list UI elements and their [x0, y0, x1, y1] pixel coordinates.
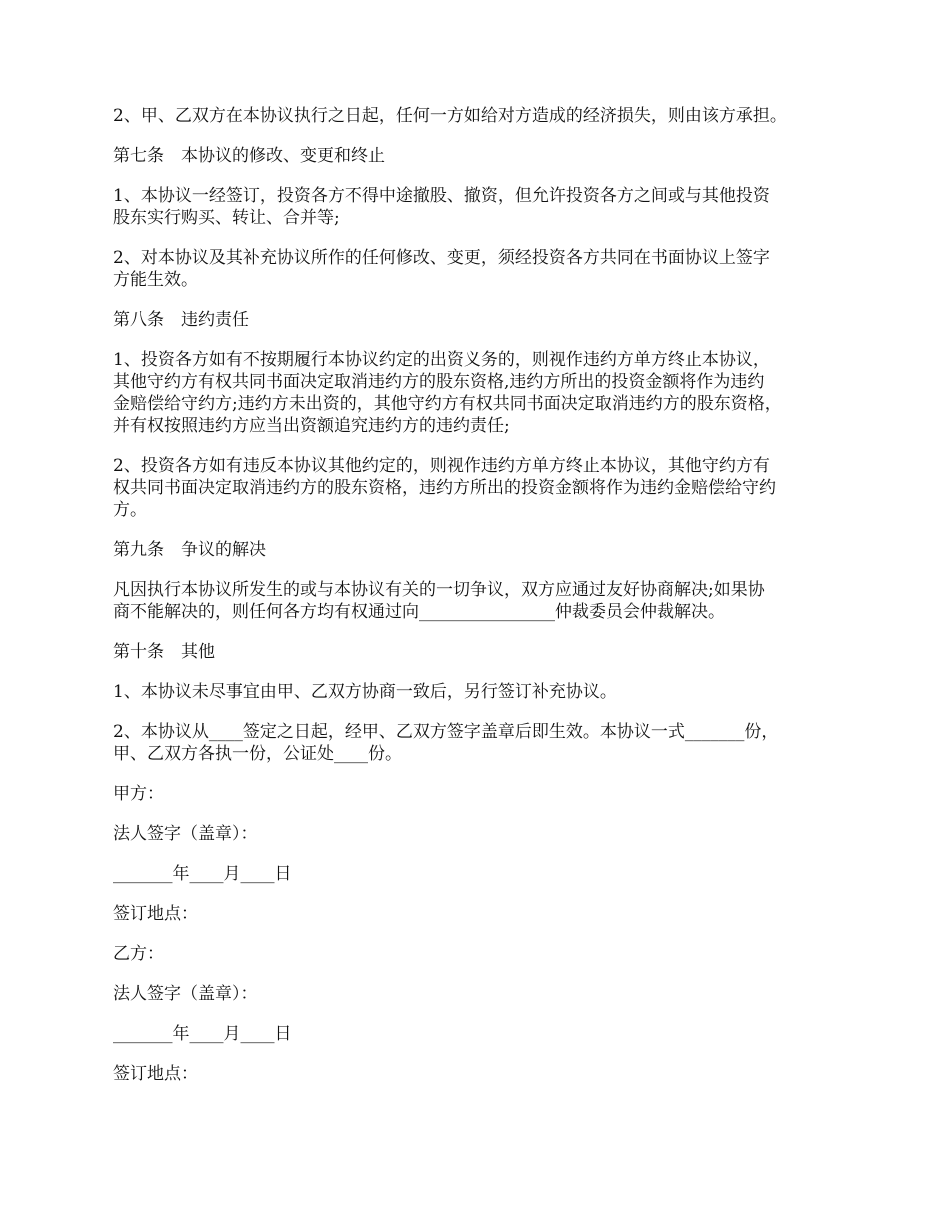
party-a-date-line: _______年____月____日	[113, 864, 292, 884]
clause-7-item-1: 1、本协议一经签订，投资各方不得中途撤股、撤资，但允许投资各方之间或与其他投资 股东实行购买、转让、合并等;	[113, 186, 770, 228]
clause-8-item-2: 2、投资各方如有违反本协议其他约定的，则视作违约方单方终止本协议，其他守约方有 权共同书面决定取消违约方的股东资格，违约方所出的投资金额将作为违约金赔偿给守约 方。	[113, 456, 776, 520]
party-b-signature-label: 法人签字（盖章）：	[113, 984, 258, 1004]
party-b-location-label: 签订地点：	[113, 1064, 198, 1084]
clause-10-item-1: 1、本协议未尽事宜由甲、乙双方协商一致后，另行签订补充协议。	[113, 682, 617, 702]
party-a-location-label: 签订地点：	[113, 904, 198, 924]
article-8-heading: 第八条 违约责任	[113, 310, 249, 330]
article-10-heading: 第十条 其他	[113, 642, 215, 662]
party-a-label: 甲方：	[113, 784, 164, 804]
party-b-label: 乙方：	[113, 944, 164, 964]
party-a-signature-label: 法人签字（盖章）：	[113, 824, 258, 844]
clause-7-item-2: 2、对本协议及其补充协议所作的任何修改、变更，须经投资各方共同在书面协议上签字 方能生效。	[113, 248, 770, 290]
document-page	[113, 105, 843, 1103]
clause-8-item-1: 1、投资各方如有不按期履行本协议约定的出资义务的，则视作违约方单方终止本协议， 其他守约方有权共同书面决定取消违约方的股东资格,违约方所出的投资金额将作为违约 金赔偿给守约方;违约方未出资的，其他守约方有权共同书面决定取消违约方的股东资格， 并有权按照违约方应当出资额追究违约方的违约责任;	[113, 350, 782, 436]
clause-10-item-2: 2、本协议从____签定之日起，经甲、乙双方签字盖章后即生效。本协议一式_______份， 甲、乙双方各执一份，公证处____份。	[113, 722, 779, 764]
clause-6-item-2: 2、甲、乙双方在本协议执行之日起，任何一方如给对方造成的经济损失，则由该方承担。	[113, 106, 787, 126]
article-9-heading: 第九条 争议的解决	[113, 540, 266, 560]
clause-9-text: 凡因执行本协议所发生的或与本协议有关的一切争议，双方应通过友好协商解决;如果协 商不能解决的，则任何各方均有权通过向________________仲裁委员会仲裁解决。	[113, 580, 765, 622]
party-b-date-line: _______年____月____日	[113, 1024, 292, 1044]
article-7-heading: 第七条 本协议的修改、变更和终止	[113, 146, 385, 166]
